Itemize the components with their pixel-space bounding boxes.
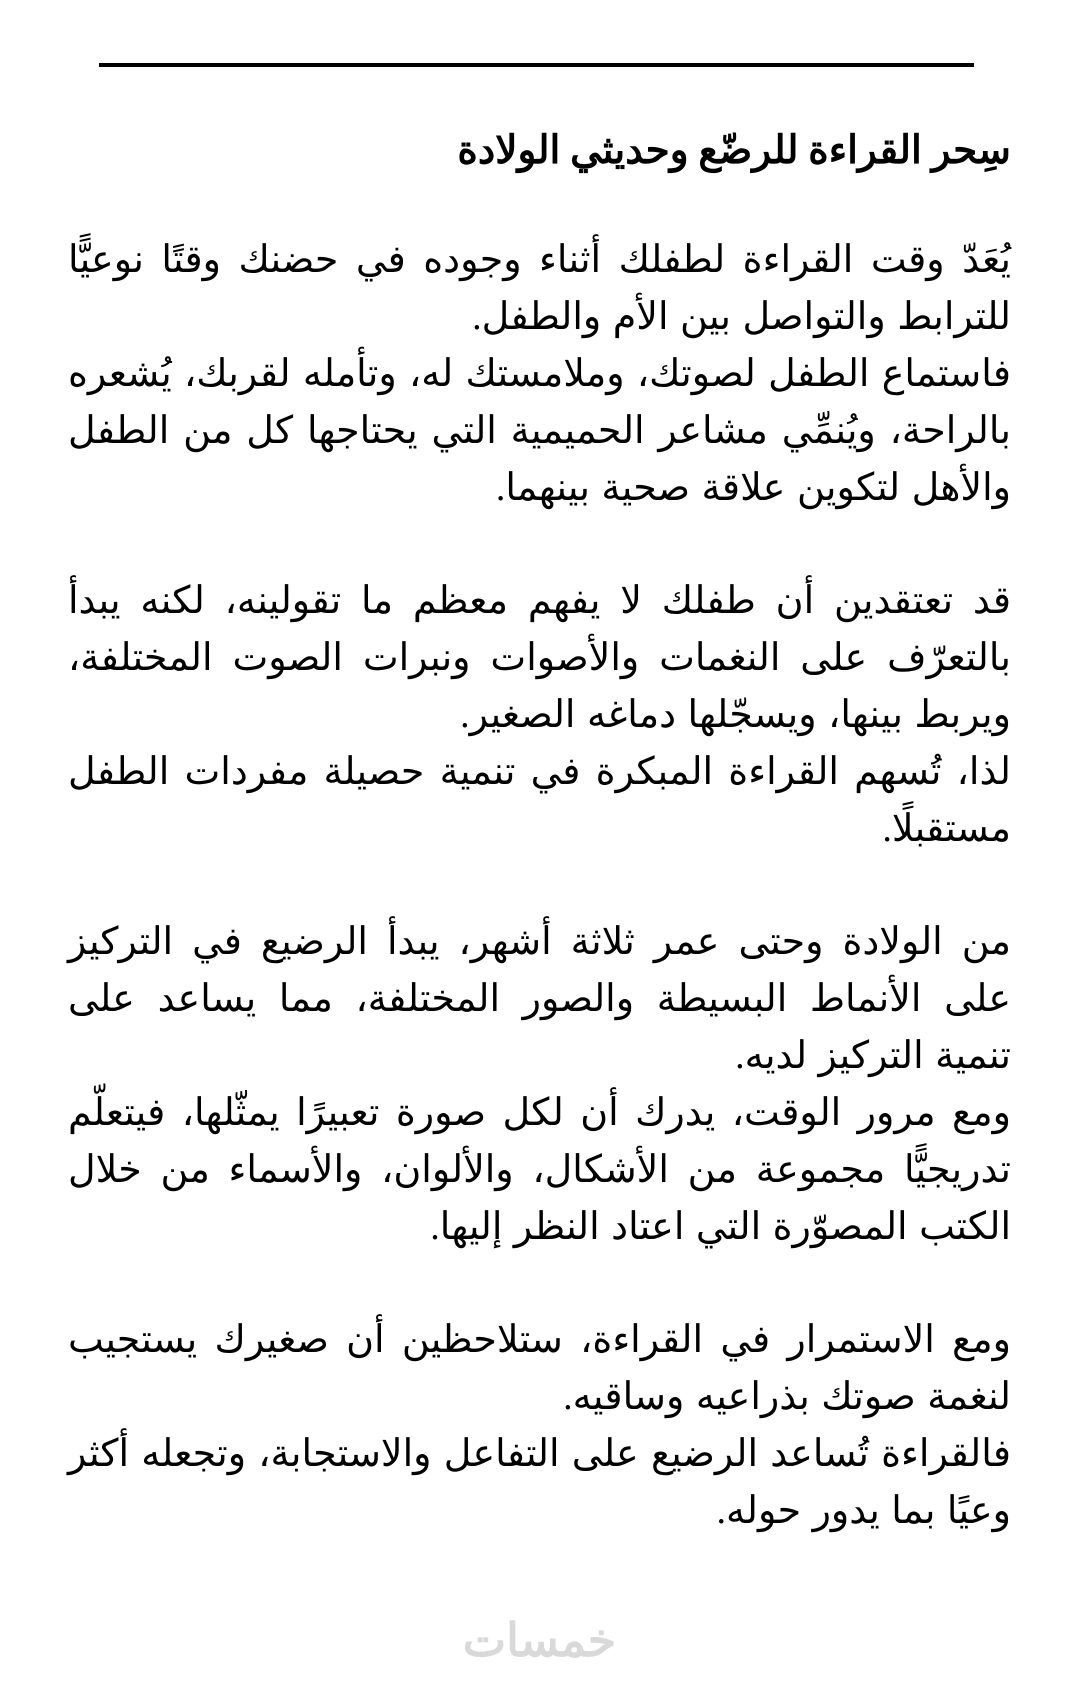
page-content [0,123,1079,1540]
paragraph [68,1312,1011,1540]
paragraph [68,914,1011,1256]
sentence: ومع الاستمرار في القراءة، ستلاحظين أن صغيرك يستجيب لنغمة صوتك بذراعيه وساقيه. [68,1318,1011,1418]
sentence: فالقراءة تُساعد الرضيع على التفاعل والاستجابة، وتجعله أكثر وعيًا بما يدور حوله. [68,1432,1011,1532]
sentence: لذا، تُسهم القراءة المبكرة في تنمية حصيلة مفردات الطفل مستقبلًا. [68,750,1011,850]
sentence: يُعَدّ وقت القراءة لطفلك أثناء وجوده في حضنك وقتًا نوعيًّا للترابط والتواصل بين الأم والطفل. [68,238,1011,338]
paragraph [68,573,1011,858]
watermark-logo: خمسات [462,1615,617,1666]
article-body [68,232,1011,1540]
page-title: سِحر القراءة للرضّع وحديثي الولادة [457,129,1011,172]
sentence: قد تعتقدين أن طفلك لا يفهم معظم ما تقولينه، لكنه يبدأ بالتعرّف على النغمات والأصوات ونبرات الصوت المختلفة، ويربط بينها، ويسجّلها دماغه الصغير. [68,579,1011,736]
sentence: ومع مرور الوقت، يدرك أن لكل صورة تعبيرًا يمثّلها، فيتعلّم تدريجيًّا مجموعة من الأشكال، والألوان، والأسماء من خلال الكتب المصوّرة التي اعتاد النظر إليها. [68,1091,1011,1248]
sentence: فاستماع الطفل لصوتك، وملامستك له، وتأمله لقربك، يُشعره بالراحة، ويُنمِّي مشاعر الحميمية التي يحتاجها كل من الطفل والأهل لتكوين علاقة صحية بينهما. [68,352,1011,509]
top-rule [99,63,974,67]
paragraph [68,232,1011,517]
sentence: من الولادة وحتى عمر ثلاثة أشهر، يبدأ الرضيع في التركيز على الأنماط البسيطة والصور المختلفة، مما يساعد على تنمية التركيز لديه. [68,920,1011,1077]
